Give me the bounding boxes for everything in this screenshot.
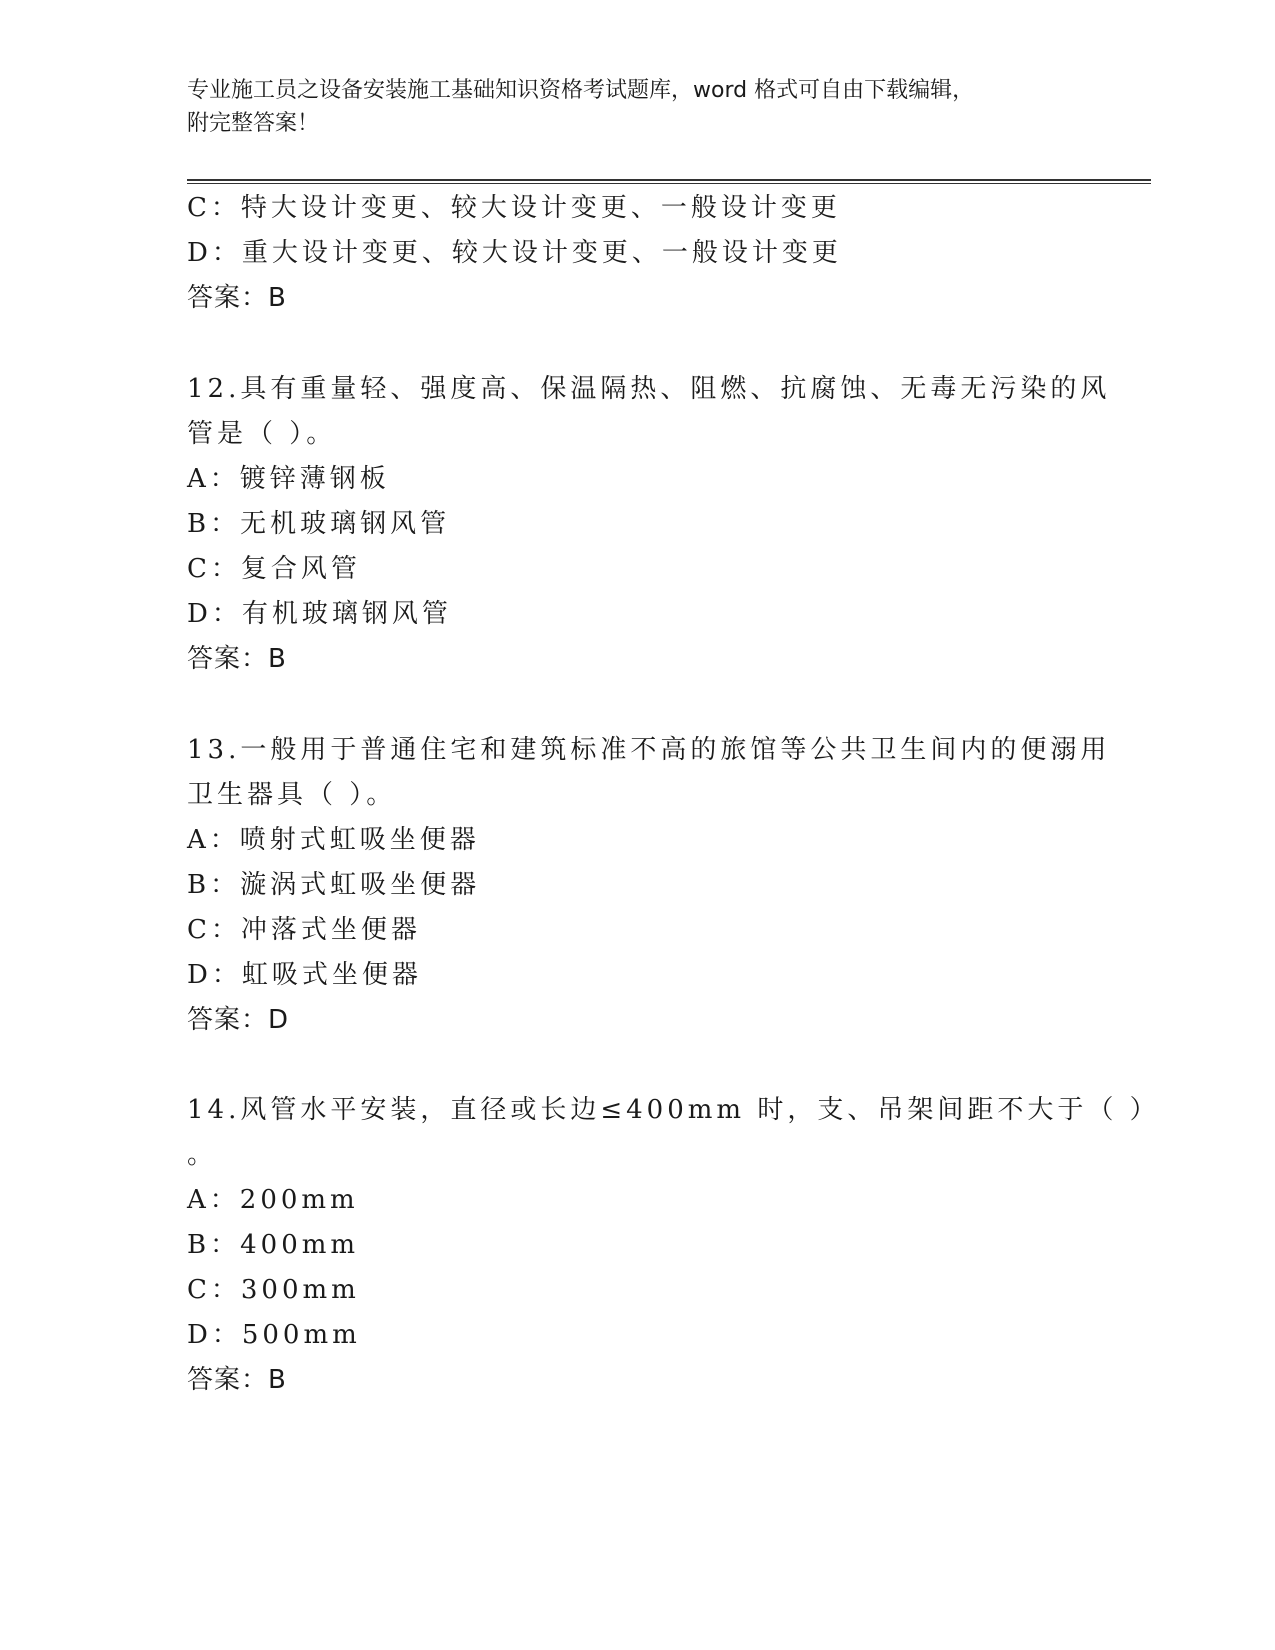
q12-stem-line-2: 管是（ ）。 <box>187 419 337 449</box>
page-header <box>187 74 1087 140</box>
q14-option-d: D：500mm <box>187 1320 361 1350</box>
q12-answer: 答案：B <box>187 644 287 674</box>
q14-option-b: B：400mm <box>187 1230 360 1260</box>
header-rule-thin <box>187 183 1151 184</box>
q13-option-b: B：漩涡式虹吸坐便器 <box>187 870 481 900</box>
q12-option-a: A：镀锌薄钢板 <box>187 464 390 494</box>
q13-option-c: C：冲落式坐便器 <box>187 915 421 945</box>
q13-stem-line-1: 13.一般用于普通住宅和建筑标准不高的旅馆等公共卫生间内的便溺用 <box>187 735 1111 765</box>
q11-answer: 答案：B <box>187 283 287 313</box>
q14-stem-line-1: 14.风管水平安装，直径或长边≤400mm 时，支、吊架间距不大于（ ） <box>187 1095 1160 1125</box>
q14-option-c: C：300mm <box>187 1275 360 1305</box>
q14-answer: 答案：B <box>187 1365 287 1395</box>
header-line-1: 专业施工员之设备安装施工基础知识资格考试题库，word 格式可自由下载编辑， <box>187 78 975 103</box>
header-rule-thick <box>187 179 1151 181</box>
q13-option-a: A：喷射式虹吸坐便器 <box>187 825 480 855</box>
q14-stem-line-2: 。 <box>187 1140 218 1170</box>
q11-option-d: D：重大设计变更、较大设计变更、一般设计变更 <box>187 238 842 268</box>
q12-option-b: B：无机玻璃钢风管 <box>187 509 451 539</box>
q12-stem-line-1: 12.具有重量轻、强度高、保温隔热、阻燃、抗腐蚀、无毒无污染的风 <box>187 374 1111 404</box>
header-line-2: 附完整答案！ <box>187 111 320 136</box>
q13-option-d: D：虹吸式坐便器 <box>187 960 422 990</box>
q11-option-c: C：特大设计变更、较大设计变更、一般设计变更 <box>187 193 841 223</box>
q13-answer: 答案：D <box>187 1005 290 1035</box>
q13-stem-line-2: 卫生器具（ ）。 <box>187 780 397 810</box>
q14-option-a: A：200mm <box>187 1185 359 1215</box>
q12-option-c: C：复合风管 <box>187 554 361 584</box>
q12-option-d: D：有机玻璃钢风管 <box>187 599 452 629</box>
